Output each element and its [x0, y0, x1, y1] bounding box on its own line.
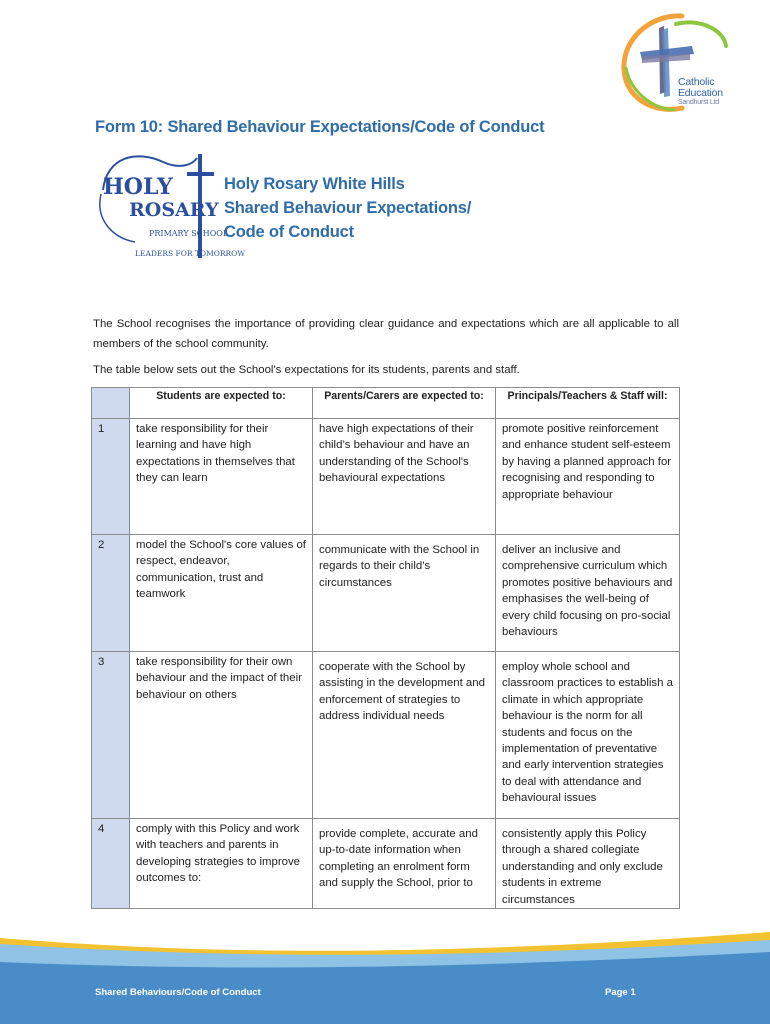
intro-paragraph: The School recognises the importance of providing clear guidance and expectations which are all applicable to all members of the school community. — [93, 318, 679, 350]
table-row — [92, 419, 680, 535]
parent-expectation: communicate with the School in regards to their child’s circumstances — [313, 535, 496, 652]
logo-text-holy: HOLY — [103, 174, 173, 200]
logo-text-leaders: LEADERS FOR TOMORROW — [135, 249, 246, 258]
header-number — [92, 388, 130, 419]
expectations-table — [91, 387, 680, 909]
school-heading — [224, 172, 471, 244]
parent-expectation: have high expectations of their child’s behaviour and have an understanding of the School's behavioural expectations — [313, 419, 496, 535]
school-heading-line1: Holy Rosary White Hills — [224, 175, 405, 193]
parent-expectation: provide complete, accurate and up-to-date information when completing an enrolment form and supply the School, prior to — [313, 819, 496, 909]
row-number: 1 — [92, 419, 130, 535]
school-heading-line2: Shared Behaviour Expectations/ — [224, 199, 472, 217]
staff-expectation: employ whole school and classroom practices to establish a climate in which appropriate behaviour is the norm for all students and focus on the implementation of preventative and early intervention strategies to deal with attendance and behavioural issues — [496, 652, 680, 819]
table-row — [92, 819, 680, 909]
header-staff: Principals/Teachers & Staff will: — [496, 388, 680, 419]
logo-text-primary-school: PRIMARY SCHOOL — [149, 229, 229, 238]
student-expectation: comply with this Policy and work with teachers and parents in developing strategies to improve outcomes to: — [130, 819, 313, 909]
row-number: 3 — [92, 652, 130, 819]
student-expectation: take responsibility for their learning and have high expectations in themselves that they can learn — [130, 419, 313, 535]
header-parents: Parents/Carers are expected to: — [313, 388, 496, 419]
student-expectation: take responsibility for their own behaviour and the impact of their behaviour on others — [130, 652, 313, 819]
table-row — [92, 535, 680, 652]
staff-expectation: consistently apply this Policy through a shared collegiate understanding and only exclude students in extreme circumstances — [496, 819, 680, 909]
table-intro-paragraph: The table below sets out the School's expectations for its students, parents and staff. — [93, 364, 520, 376]
table-row — [92, 652, 680, 819]
catholic-education-wordmark: Catholic Education Sandhurst Ltd — [678, 76, 723, 106]
student-expectation: model the School's core values of respect, endeavor, communication, trust and teamwork — [130, 535, 313, 652]
footer-wave — [0, 918, 770, 1024]
staff-expectation: deliver an inclusive and comprehensive curriculum which promotes positive behaviours and emphasises the well-being of every child focusing on pro-social behaviours — [496, 535, 680, 652]
staff-expectation: promote positive reinforcement and enhance student self-esteem by having a planned approach for recognising and responding to appropriate behaviour — [496, 419, 680, 535]
footer-page-number: Page 1 — [605, 987, 636, 998]
header-students: Students are expected to: — [130, 388, 313, 419]
row-number: 4 — [92, 819, 130, 909]
form-title: Form 10: Shared Behaviour Expectations/Code of Conduct — [95, 118, 545, 136]
footer-document-title: Shared Behaviours/Code of Conduct — [95, 987, 261, 998]
logo-text-rosary: ROSARY — [129, 199, 219, 221]
parent-expectation: cooperate with the School by assisting in the development and enforcement of strategies to address individual needs — [313, 652, 496, 819]
row-number: 2 — [92, 535, 130, 652]
table-header-row — [92, 388, 680, 419]
school-heading-line3: Code of Conduct — [224, 223, 354, 241]
holy-rosary-logo — [93, 150, 246, 265]
